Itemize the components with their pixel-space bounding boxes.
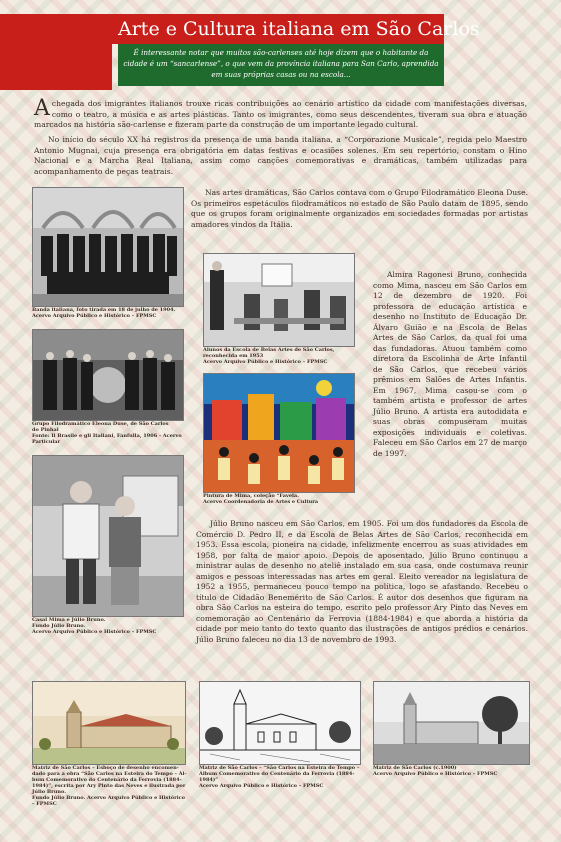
grupo-photo [32,329,184,421]
matriz-drawing-photo [199,681,361,765]
grupo-caption: Grupo Filodramático Eleona Duse, de São Carlos do Pinhal Fonte: Il Brasile e gli Italiani, Fanfulla, 1906 - Acervo Particular [32,421,182,445]
julio-paragraph: Júlio Bruno nasceu em São Carlos, em 1905. Foi um dos fundadores da Escola de Comércio D. Pedro II, e da Escola de Belas Artes de São Carlos, reconhecida em 1953. Essa escola, pioneira na cidade, infelizmente encerrou as suas atividades em 1958, por falta de maior apoio. Depois de aposentado, Júlio Bruno continuou a ministrar aulas de desenho no ateliê instalado em sua casa, onde costumava reunir amigos e pessoas interessadas nas artes em geral. Eleito vereador na legislatura de 1952 a 1955, permaneceu pouco tempo na política, logo se afastando. Recebeu o título de Cidadão Benemérito de São Carlos. É autor dos desenhos que figuram na obra São Carlos na esteira do tempo, escrito pelo professor Ary Pinto das Neves em comemoração ao Centenário da Ferrovia (1884-1984) e que aborda a história da cidade por meio tanto do texto quanto das ilustrações de antigos prédios e cenários. Júlio Bruno faleceu no dia 13 de novembro de 1993. [196,519,528,644]
pintura-caption: Pintura de Mima, coleção “Favela. Acervo Coordenadoria de Artes e Cultura [203,493,319,505]
alunos-caption: Alunos da Escola de Belas Artes de São Carlos, reconhecida em 1953 Acervo Arquivo Público e Histórico – FPMSC [203,347,335,365]
casal-photo [32,455,184,617]
matriz-old-photo [373,681,530,765]
band-paragraph: No início do século XX há registros da presença de uma banda italiana, a “Corporazione Musicale”, regida pelo Maestro Antonio Mugnai, cuja presença era obrigatória em datas festivas e ocasiões solenes. Em seu repertório, constam o Hino Nacional e a Marcha Real Italiana, assim como canções comemorativas e dramáticas, também utilizadas para acompanhamento de peças teatrais. [34,135,527,176]
dropcap: A [34,96,50,121]
subtitle-text: É interessante notar que muitos são-carlenses até hoje dizem que o habitante da cidade é um “sancarlense”, o que vem da província italiana para San Carlo, aprendida em suas próprias casas ou na escola... [123,48,439,79]
intro-paragraph: Achegada dos imigrantes italianos trouxe ricas contribuições ao cenário artístico da cidade com manifestações diversas, como o teatro, a música e as artes plásticas. Tanto os imigrantes, como seus descendentes, tiveram sua obra e atuação marcados na história são-carlense e fizeram parte da construção de um importante legado cultural. [34,96,527,129]
mima-paragraph: Almira Ragonesi Bruno, conhecida como Mima, nasceu em São Carlos em 12 de dezembro de 1920. Foi professora de educação artística e desenho no Instituto de Educação Dr. Álvaro Guião e na Escola de Belas Artes de São Carlos, da qual foi uma das fundadoras. Atuou também como diretora da Escolinha de Arte Infantil de São Carlos, que recebeu vários prêmios em Salões de Artes Infantis. Em 1967, Mima casou-se com o também artista e professor de artes Júlio Bruno. A artista era autodidata e suas obras compuseram muitas exposições individuais e coletivas. Faleceu em São Carlos em 27 de março de 1997. [373,270,527,458]
pintura-photo [203,373,355,493]
alunos-photo [203,253,355,347]
matriz1-caption: Matriz de São Carlos – Esboço de desenho encomen- dado para a obra “São Carlos na Esteira do Tempo – Ál- bum Comemorativo do Centenário da Ferrovia (1884- 1984)”, escrita por Ary Pinto das Neves e ilustrada por Júlio Bruno. Fundo Júlio Bruno. Acervo Arquivo Público e Histórico – FPMSC [32,765,187,807]
red-accent-block [0,14,112,90]
casal-caption: Casal Mima e Júlio Bruno. Fundo Júlio Bruno. Acervo Arquivo Público e Histórico – FPMSC [32,617,157,635]
page-title: Arte e Cultura italiana em São Carlos [118,18,480,40]
matriz2-caption: Matriz de São Carlos – “São Carlos na Esteira do Tempo – Álbum Comemorativo do Centenário da Ferrovia (1884- 1984)” Acervo Arquivo Público e Histórico – FPMSC [199,765,360,789]
matriz-sketch-photo [32,681,186,765]
banda-caption: Banda italiana, foto tirada em 18 de julho de 1904. Acervo Arquivo Público e Histórico – FPMSC [32,307,176,319]
drama-paragraph: Nas artes dramáticas, São Carlos contava com o Grupo Filodramático Eleona Duse. Os primeiros espetáculos filodramáticos no estado de São Paulo datam de 1895, sendo que os grupos foram originalmente organizados em sociedades formadas por artistas amadores vindos da Itália. [191,188,528,229]
matriz3-caption: Matriz de São Carlos (c.1900) Acervo Arquivo Público e Histórico – FPMSC [373,765,498,777]
banda-photo [32,187,184,307]
